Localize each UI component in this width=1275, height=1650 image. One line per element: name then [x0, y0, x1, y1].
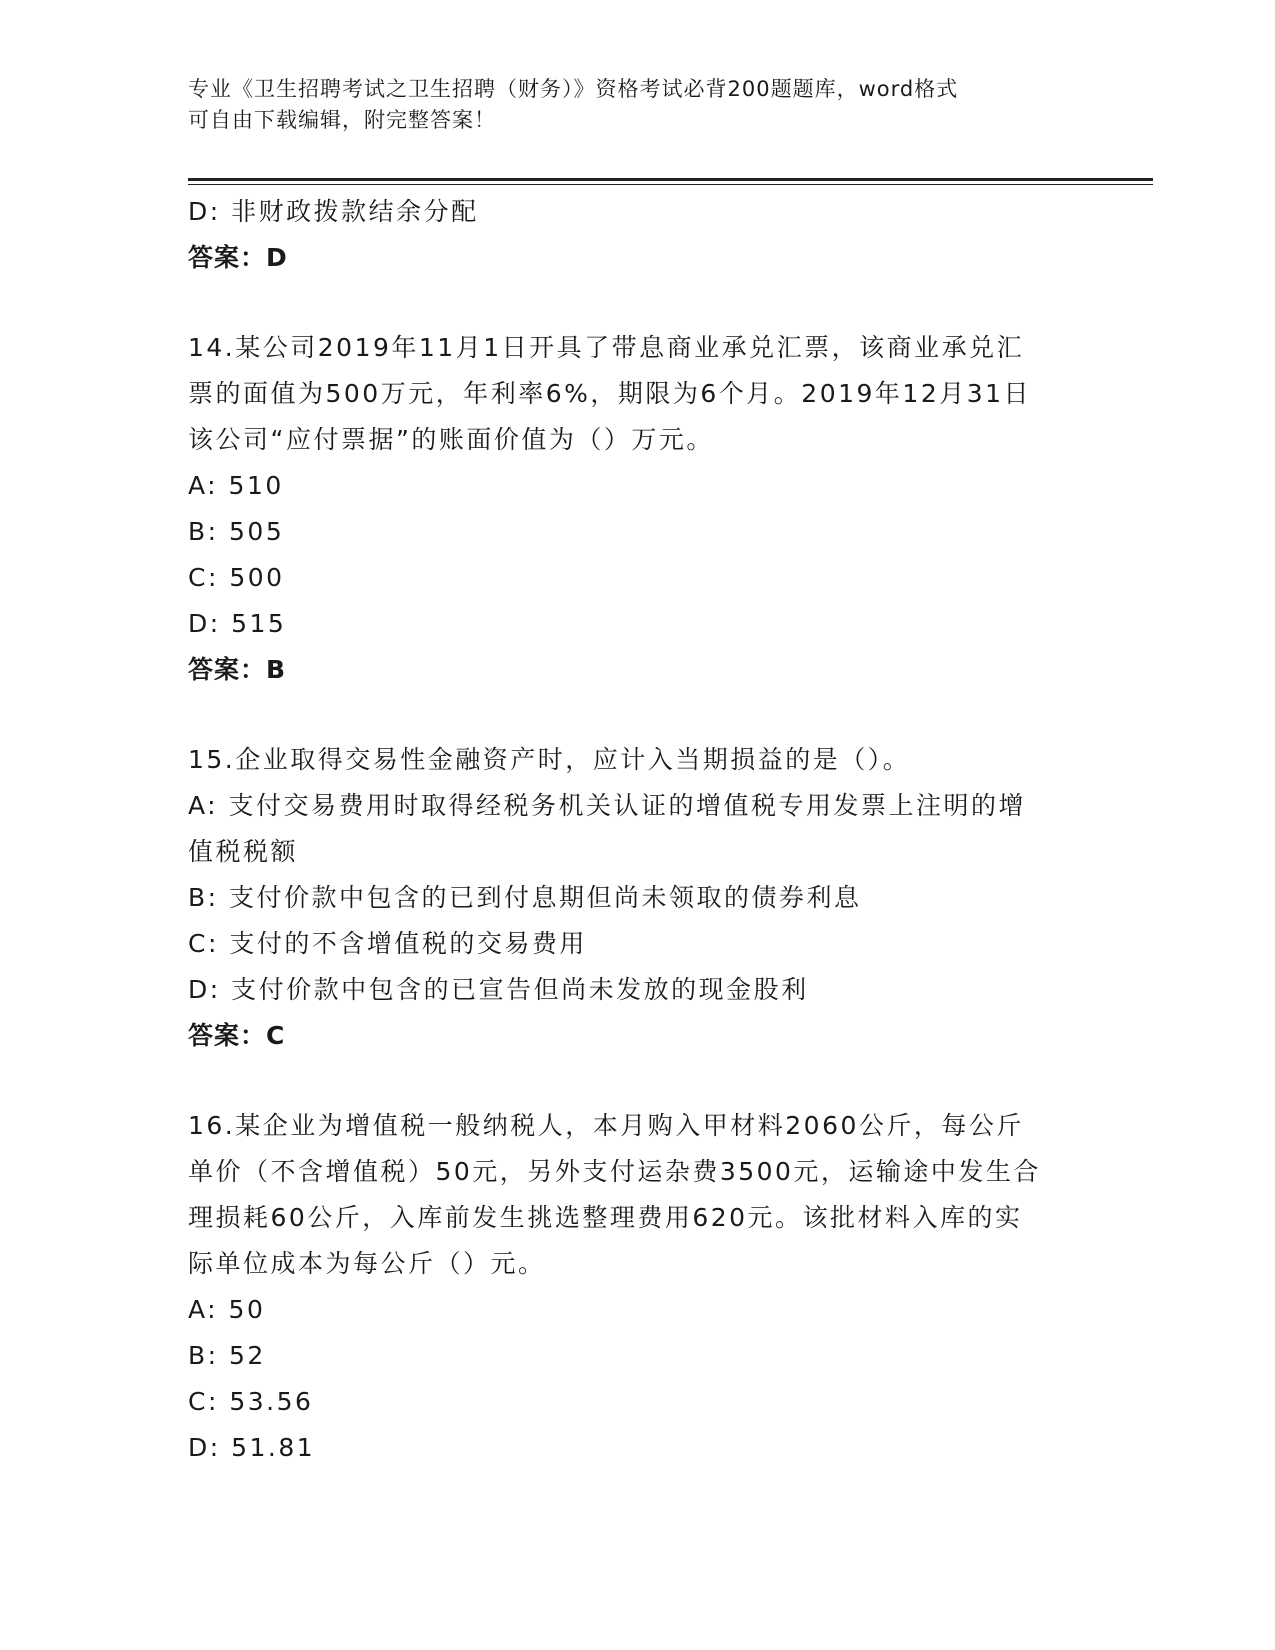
question-stem: 理损耗60公斤，入库前发生挑选整理费用620元。该批材料入库的实 [188, 1203, 1023, 1232]
header-divider-thick [188, 178, 1153, 181]
option-d: D: 515 [188, 609, 287, 638]
question-stem: 该公司“应付票据”的账面价值为（）万元。 [188, 425, 714, 454]
answer: 答案：D [188, 243, 288, 272]
option-c: C: 500 [188, 563, 285, 592]
option-a: A: 支付交易费用时取得经税务机关认证的增值税专用发票上注明的增 [188, 791, 1027, 820]
question-stem: 单价（不含增值税）50元，另外支付运杂费3500元，运输途中发生合 [188, 1157, 1041, 1186]
answer: 答案：C [188, 1021, 286, 1050]
option-c: C: 53.56 [188, 1387, 314, 1416]
question-13-tail [188, 189, 1088, 281]
spacer [188, 1059, 1088, 1103]
question-stem: 15.企业取得交易性金融资产时，应计入当期损益的是（）。 [188, 745, 911, 774]
question-stem: 14.某公司2019年11月1日开具了带息商业承兑汇票，该商业承兑汇 [188, 333, 1025, 362]
question-stem: 票的面值为500万元，年利率6%，期限为6个月。2019年12月31日 [188, 379, 1032, 408]
question-14 [188, 325, 1088, 693]
question-15 [188, 737, 1088, 1059]
option-c: C: 支付的不含增值税的交易费用 [188, 929, 587, 958]
document-header [188, 74, 1068, 136]
option-d: D: 非财政拨款结余分配 [188, 197, 479, 226]
option-a: A: 50 [188, 1295, 266, 1324]
option-a-continued: 值税税额 [188, 837, 299, 866]
question-16 [188, 1103, 1088, 1471]
option-b: B: 支付价款中包含的已到付息期但尚未领取的债券利息 [188, 883, 862, 912]
spacer [188, 693, 1088, 737]
header-line-2: 可自由下载编辑，附完整答案！ [188, 108, 496, 132]
option-a: A: 510 [188, 471, 284, 500]
question-stem: 际单位成本为每公斤（）元。 [188, 1249, 546, 1278]
option-b: B: 505 [188, 517, 285, 546]
document-body [188, 189, 1088, 1471]
header-line-1: 专业《卫生招聘考试之卫生招聘（财务）》资格考试必背200题题库，word格式 [188, 77, 959, 101]
answer: 答案：B [188, 655, 287, 684]
header-divider-thin [188, 184, 1153, 185]
option-d: D: 51.81 [188, 1433, 316, 1462]
spacer [188, 281, 1088, 325]
option-b: B: 52 [188, 1341, 266, 1370]
question-stem: 16.某企业为增值税一般纳税人，本月购入甲材料2060公斤，每公斤 [188, 1111, 1024, 1140]
option-d: D: 支付价款中包含的已宣告但尚未发放的现金股利 [188, 975, 809, 1004]
